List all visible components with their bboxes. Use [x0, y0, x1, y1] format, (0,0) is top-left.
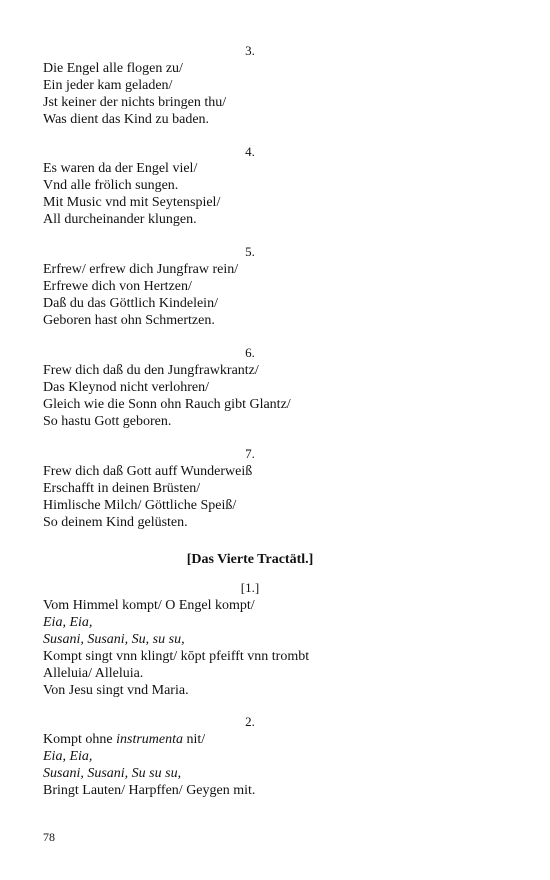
stanza-number: 5. — [245, 244, 255, 259]
stanza-7 — [43, 463, 513, 531]
verse-line: Vom Himmel kompt/ O Engel kompt/ — [43, 598, 255, 613]
verse-line: Von Jesu singt vnd Maria. — [43, 683, 189, 698]
stanza-number: 4. — [245, 144, 255, 159]
verse-line: Eia, Eia, — [43, 615, 93, 630]
verse-line: Es waren da der Engel viel/ — [43, 161, 198, 176]
verse-line: Jst keiner der nichts bringen thu/ — [43, 95, 227, 110]
stanza-3 — [43, 60, 513, 128]
verse-line: Frew dich daß Gott auff Wunderweiß — [43, 464, 253, 479]
stanza-number: 3. — [245, 43, 255, 58]
stanza-number: 7. — [245, 446, 255, 461]
verse-line: Susani, Susani, Su, su su, — [43, 632, 185, 647]
verse-line: Erfrew/ erfrew dich Jungfraw rein/ — [43, 262, 239, 277]
verse-line: Geboren hast ohn Schmertzen. — [43, 313, 215, 328]
verse-line: Frew dich daß du den Jungfrawkrantz/ — [43, 363, 259, 378]
verse-line: Erfrewe dich von Hertzen/ — [43, 279, 192, 294]
section-stanza-1 — [43, 597, 513, 699]
verse-line: Das Kleynod nicht verlohren/ — [43, 380, 210, 395]
section-stanza-2 — [43, 731, 513, 799]
verse-line: Erschafft in deinen Brüsten/ — [43, 481, 201, 496]
verse-line: Daß du das Göttlich Kindelein/ — [43, 296, 218, 311]
verse-line: So deinem Kind gelüsten. — [43, 515, 188, 530]
verse-line: Bringt Lauten/ Harpffen/ Geygen mit. — [43, 783, 256, 798]
verse-line: Eia, Eia, — [43, 749, 93, 764]
verse-line: Kompt singt vnn klingt/ kōpt pfeifft vnn trombt — [43, 649, 310, 664]
section-heading: [Das Vierte Tractätl.] — [186, 552, 314, 567]
verse-line — [43, 731, 513, 748]
verse-line: Himlische Milch/ Göttliche Speiß/ — [43, 498, 237, 513]
verse-text: Kompt ohne — [43, 732, 117, 747]
verse-line: Susani, Susani, Su su su, — [43, 766, 182, 781]
stanza-number: [1.] — [240, 580, 260, 595]
verse-line: Alleluia/ Alleluia. — [43, 666, 144, 681]
verse-line: So hastu Gott geboren. — [43, 414, 172, 429]
stanza-number: 2. — [245, 714, 255, 729]
verse-line: Vnd alle frölich sungen. — [43, 178, 179, 193]
verse-line: Ein jeder kam geladen/ — [43, 78, 173, 93]
verse-line: Mit Music vnd mit Seytenspiel/ — [43, 195, 221, 210]
page-number: 78 — [43, 830, 55, 844]
stanza-5 — [43, 261, 513, 329]
stanza-4 — [43, 160, 513, 228]
verse-line: All durcheinander klungen. — [43, 212, 197, 227]
stanza-number: 6. — [245, 345, 255, 360]
verse-text: nit/ — [183, 732, 206, 747]
verse-line: Die Engel alle flogen zu/ — [43, 61, 183, 76]
stanza-6 — [43, 362, 513, 430]
verse-line: Gleich wie die Sonn ohn Rauch gibt Glantz/ — [43, 397, 291, 412]
verse-line: Was dient das Kind zu baden. — [43, 112, 210, 127]
verse-text-italic: instrumenta — [116, 732, 183, 747]
